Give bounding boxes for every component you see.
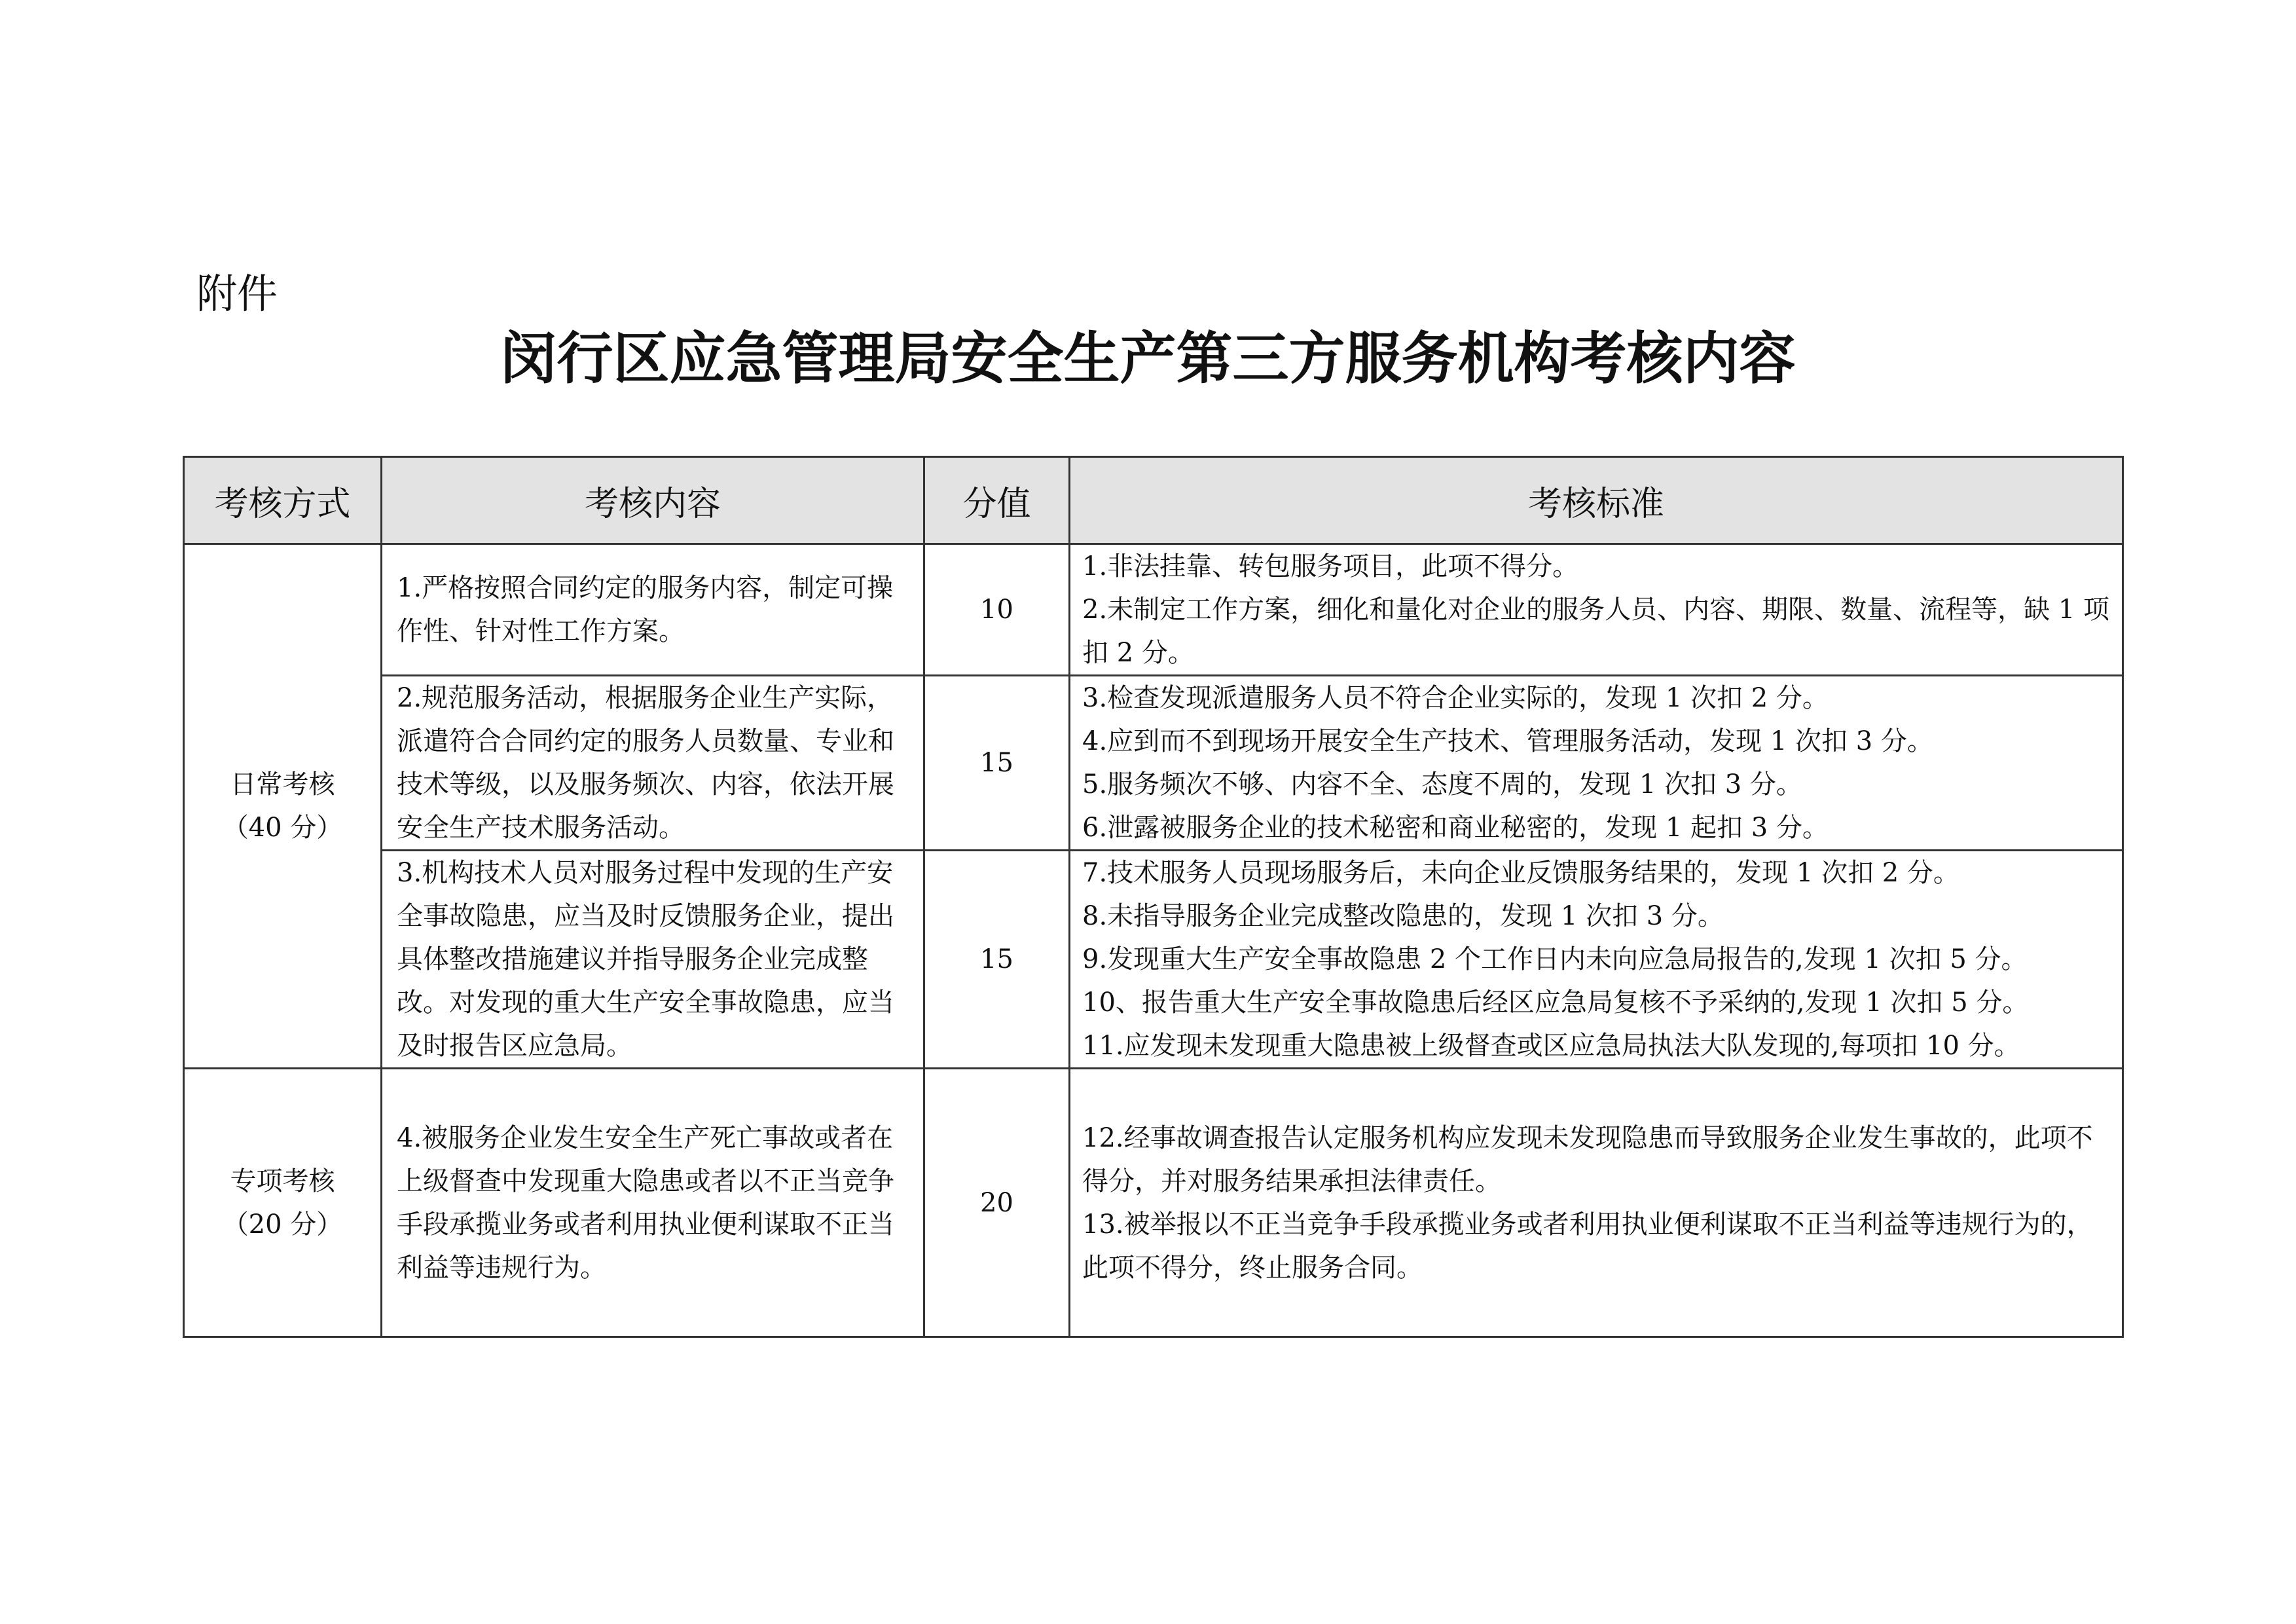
criteria-item: 7.技术服务人员现场服务后，未向企业反馈服务结果的，发现 1 次扣 2 分。 <box>1082 858 1959 888</box>
method-name: 专项考核 <box>230 1166 335 1196</box>
method-name: 日常考核 <box>230 769 335 800</box>
column-header-score: 分值 <box>924 457 1070 544</box>
criteria-item: 1.非法挂靠、转包服务项目，此项不得分。 <box>1082 551 1579 581</box>
column-header-method: 考核方式 <box>184 457 382 544</box>
criteria-item: 4.应到而不到现场开展安全生产技术、管理服务活动，发现 1 次扣 3 分。 <box>1082 726 1933 756</box>
score-cell: 15 <box>924 676 1070 851</box>
document-title: 闵行区应急管理局安全生产第三方服务机构考核内容 <box>500 326 1796 392</box>
criteria-cell <box>1070 544 2123 676</box>
column-header-criteria: 考核标准 <box>1070 457 2123 544</box>
content-cell: 1.严格按照合同约定的服务内容，制定可操作性、针对性工作方案。 <box>382 544 924 676</box>
table-row <box>184 544 2123 676</box>
content-cell: 2.规范服务活动，根据服务企业生产实际，派遣符合合同约定的服务人员数量、专业和技术等级，以及服务频次、内容，依法开展安全生产技术服务活动。 <box>382 676 924 851</box>
criteria-item: 9.发现重大生产安全事故隐患 2 个工作日内未向应急局报告的,发现 1 次扣 5 分。 <box>1082 944 2028 974</box>
criteria-item: 5.服务频次不够、内容不全、态度不周的，发现 1 次扣 3 分。 <box>1082 769 1802 800</box>
criteria-cell <box>1070 676 2123 851</box>
score-cell: 15 <box>924 851 1070 1069</box>
criteria-item: 2.未制定工作方案，细化和量化对企业的服务人员、内容、期限、数量、流程等，缺 1 项扣 2 分。 <box>1082 595 2110 668</box>
criteria-cell <box>1070 851 2123 1069</box>
table-row <box>184 1069 2123 1337</box>
content-cell: 4.被服务企业发生安全生产死亡事故或者在上级督查中发现重大隐患或者以不正当竞争手段承揽业务或者利用执业便利谋取不正当利益等违规行为。 <box>382 1069 924 1337</box>
content-cell: 3.机构技术人员对服务过程中发现的生产安全事故隐患，应当及时反馈服务企业，提出具体整改措施建议并指导服务企业完成整改。对发现的重大生产安全事故隐患，应当及时报告区应急局。 <box>382 851 924 1069</box>
criteria-item: 3.检查发现派遣服务人员不符合企业实际的，发现 1 次扣 2 分。 <box>1082 683 1829 713</box>
method-score: （20 分） <box>222 1209 343 1240</box>
criteria-item: 10、报告重大生产安全事故隐患后经区应急局复核不予采纳的,发现 1 次扣 5 分。 <box>1082 987 2029 1018</box>
criteria-item: 13.被举报以不正当竞争手段承揽业务或者利用执业便利谋取不正当利益等违规行为的，此项不得分，终止服务合同。 <box>1082 1209 2093 1283</box>
criteria-item: 11.应发现未发现重大隐患被上级督查或区应急局执法大队发现的,每项扣 10 分。 <box>1082 1031 2020 1061</box>
method-cell-special <box>184 1069 382 1337</box>
criteria-item: 6.泄露被服务企业的技术秘密和商业秘密的，发现 1 起扣 3 分。 <box>1082 813 1829 843</box>
table-header-row <box>184 457 2123 544</box>
score-cell: 20 <box>924 1069 1070 1337</box>
criteria-item: 8.未指导服务企业完成整改隐患的，发现 1 次扣 3 分。 <box>1082 901 1724 931</box>
method-score: （40 分） <box>222 813 343 843</box>
table-row <box>184 676 2123 851</box>
method-cell-daily <box>184 544 382 1069</box>
criteria-cell <box>1070 1069 2123 1337</box>
assessment-table <box>183 456 2124 1338</box>
attachment-label: 附件 <box>196 270 278 318</box>
table-row <box>184 851 2123 1069</box>
score-cell: 10 <box>924 544 1070 676</box>
criteria-item: 12.经事故调查报告认定服务机构应发现未发现隐患而导致服务企业发生事故的，此项不得分，并对服务结果承担法律责任。 <box>1082 1122 2093 1196</box>
column-header-content: 考核内容 <box>382 457 924 544</box>
